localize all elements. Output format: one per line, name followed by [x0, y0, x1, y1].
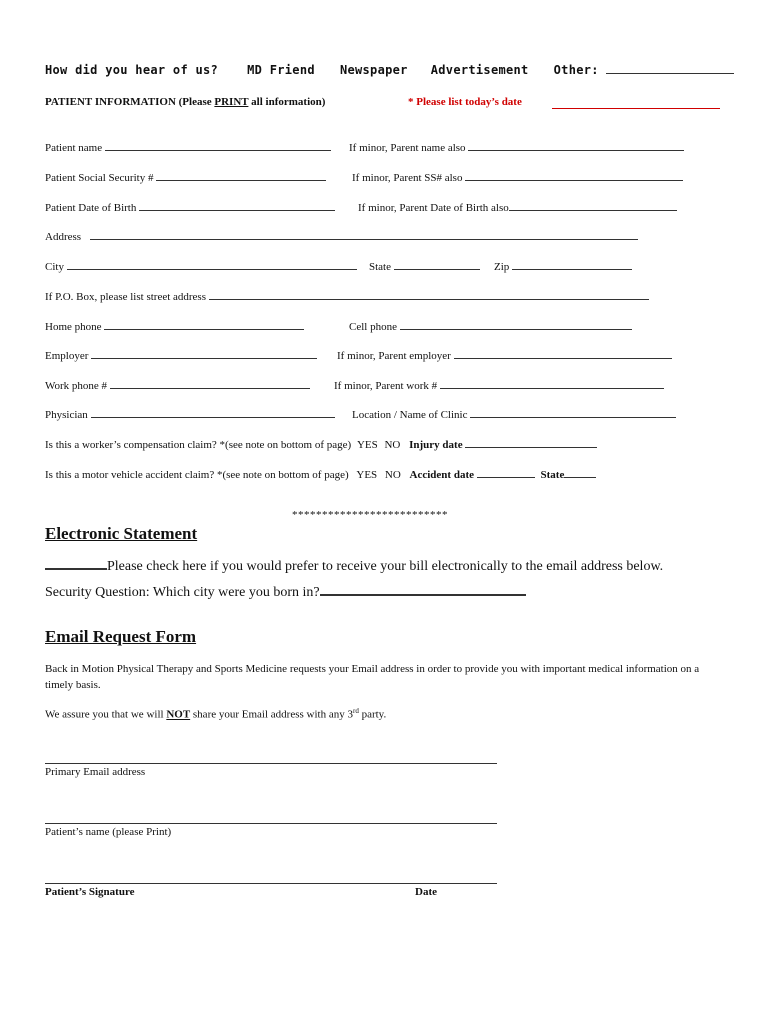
- motor-vehicle-row: Is this a motor vehicle accident claim? *(see note on bottom of page) YES NO Accident date State: [45, 469, 596, 481]
- primary-email-label: Primary Email address: [45, 766, 146, 778]
- state-row: State: [369, 261, 480, 273]
- home-phone-row: Home phone: [45, 321, 304, 333]
- zip-field[interactable]: [512, 269, 632, 270]
- motor-vehicle-no[interactable]: NO: [384, 469, 401, 481]
- todays-date-field[interactable]: [552, 96, 720, 109]
- state-field[interactable]: [394, 269, 480, 270]
- date-note: * Please list today’s date: [408, 96, 522, 108]
- work-phone-field[interactable]: [110, 388, 310, 389]
- patient-name-field[interactable]: [105, 150, 331, 151]
- motor-vehicle-yes[interactable]: YES: [356, 469, 378, 481]
- section-divider: **************************: [292, 509, 448, 521]
- parent-dob-field[interactable]: [509, 210, 677, 211]
- zip-row: Zip: [494, 261, 632, 273]
- physician-row: Physician: [45, 409, 335, 421]
- assurance-text: We assure you that we will NOT share your Email address with any 3rd party.: [45, 707, 387, 721]
- clinic-row: Location / Name of Clinic: [352, 409, 676, 421]
- signature-date-label: Date: [415, 886, 437, 898]
- clinic-field[interactable]: [470, 417, 676, 418]
- address-field[interactable]: [90, 239, 638, 240]
- injury-date-field[interactable]: [465, 447, 597, 448]
- referral-question: How did you hear of us?: [45, 63, 219, 77]
- section-title: PATIENT INFORMATION (Please PRINT all information): [45, 96, 326, 108]
- dob-row: Patient Date of Birth: [45, 202, 335, 214]
- cell-phone-field[interactable]: [400, 329, 632, 330]
- parent-name-row: If minor, Parent name also: [349, 142, 684, 154]
- workers-comp-row: Is this a worker’s compensation claim? *(see note on bottom of page) YES NO Injury date: [45, 439, 597, 451]
- work-phone-row: Work phone #: [45, 380, 310, 392]
- signature-field[interactable]: [45, 883, 497, 884]
- workers-comp-yes[interactable]: YES: [356, 439, 378, 451]
- patient-print-name-label: Patient’s name (please Print): [45, 826, 172, 838]
- employer-field[interactable]: [91, 358, 317, 359]
- dob-field[interactable]: [139, 210, 335, 211]
- email-request-paragraph: Back in Motion Physical Therapy and Sports Medicine requests your Email address in order to provide you with important medical information on a timely basis.: [45, 663, 700, 691]
- parent-ss-row: If minor, Parent SS# also: [352, 172, 683, 184]
- security-answer-field[interactable]: [320, 594, 526, 596]
- other-field[interactable]: [606, 73, 734, 74]
- option-md[interactable]: MD: [247, 63, 263, 77]
- patient-name-row: Patient name: [45, 142, 331, 154]
- ssn-field[interactable]: [156, 180, 326, 181]
- parent-work-field[interactable]: [440, 388, 664, 389]
- parent-dob-row: If minor, Parent Date of Birth also: [358, 202, 677, 214]
- city-row: City: [45, 261, 357, 273]
- electronic-bill-checkbox[interactable]: [45, 568, 107, 570]
- parent-employer-field[interactable]: [454, 358, 672, 359]
- parent-ss-field[interactable]: [465, 180, 683, 181]
- accident-date-field[interactable]: [477, 477, 535, 478]
- home-phone-field[interactable]: [104, 329, 304, 330]
- patient-print-name-field[interactable]: [45, 823, 497, 824]
- cell-phone-row: Cell phone: [349, 321, 632, 333]
- signature-label: Patient’s Signature: [45, 886, 135, 898]
- option-other-label: Other:: [553, 63, 599, 77]
- city-field[interactable]: [67, 269, 357, 270]
- parent-name-field[interactable]: [468, 150, 684, 151]
- po-box-field[interactable]: [209, 299, 649, 300]
- physician-field[interactable]: [91, 417, 335, 418]
- employer-row: Employer: [45, 350, 317, 362]
- email-request-heading: Email Request Form: [45, 627, 197, 646]
- address-row: Address: [45, 231, 638, 243]
- accident-state-field[interactable]: [564, 477, 596, 478]
- workers-comp-no[interactable]: NO: [384, 439, 401, 451]
- security-question-row: Security Question: Which city were you born in?: [45, 585, 526, 601]
- primary-email-field[interactable]: [45, 763, 497, 764]
- electronic-bill-row: Please check here if you would prefer to receive your bill electronically to the email address below.: [45, 559, 663, 575]
- electronic-statement-heading: Electronic Statement: [45, 524, 198, 543]
- referral-question-row: [45, 63, 734, 77]
- po-box-row: If P.O. Box, please list street address: [45, 291, 649, 303]
- option-newspaper[interactable]: Newspaper: [339, 63, 408, 77]
- parent-employer-row: If minor, Parent employer: [337, 350, 672, 362]
- option-advertisement[interactable]: Advertisement: [430, 63, 529, 77]
- ssn-row: Patient Social Security #: [45, 172, 326, 184]
- parent-work-row: If minor, Parent work #: [334, 380, 664, 392]
- option-friend[interactable]: Friend: [269, 63, 315, 77]
